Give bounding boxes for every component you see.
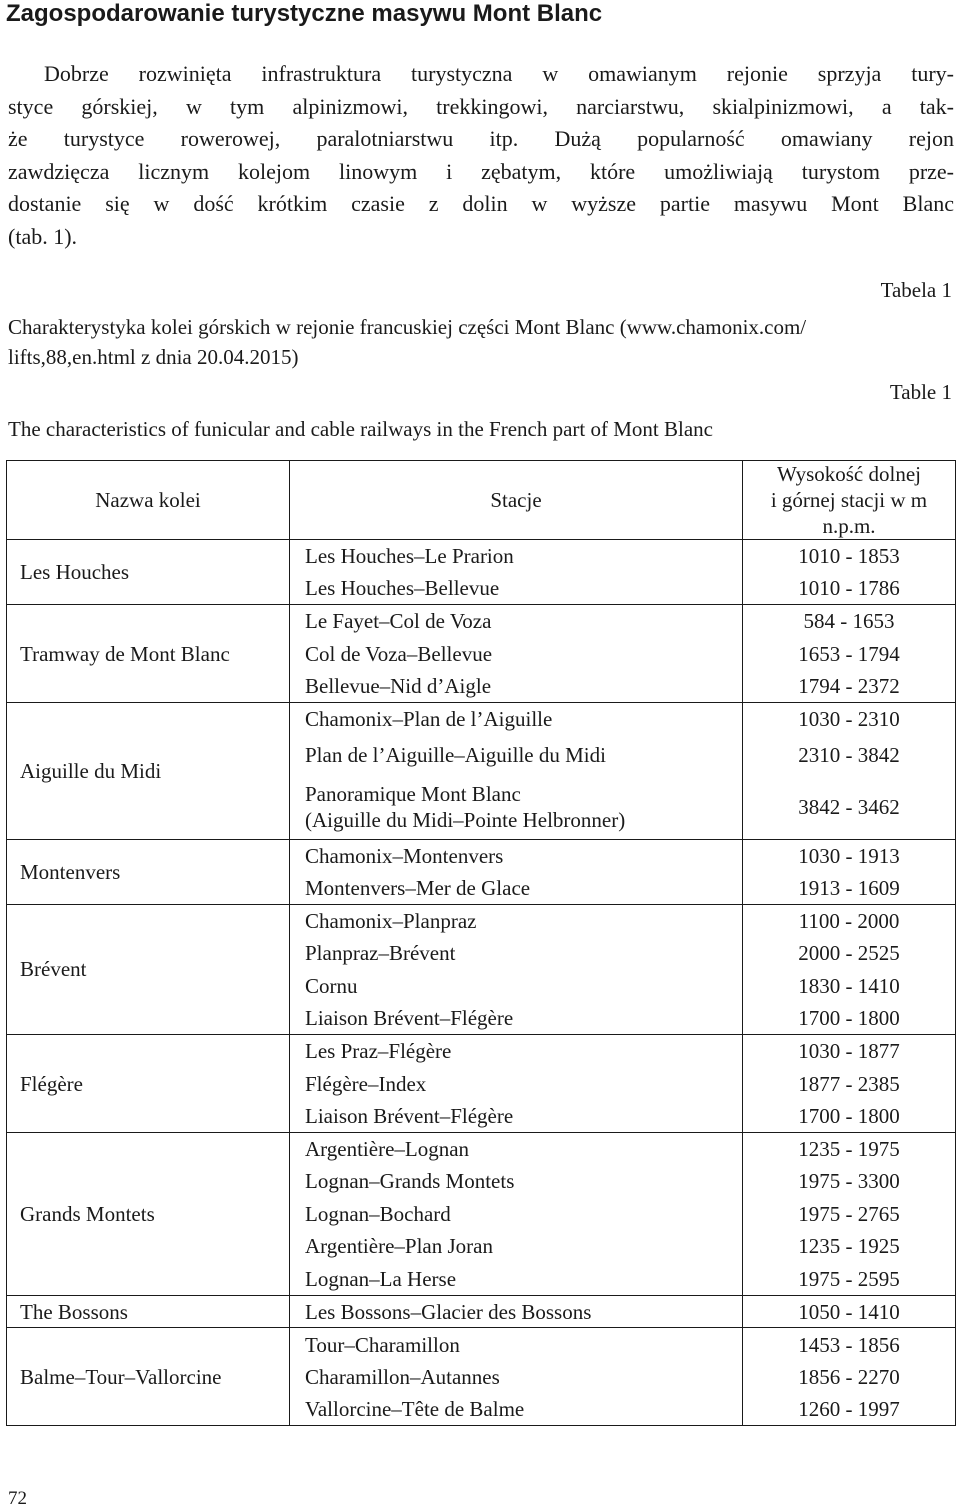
station-cell: Chamonix–Plan de l’Aiguille	[290, 702, 743, 735]
station-cell: Lognan–Bochard	[290, 1198, 743, 1231]
station-cell: Les Bossons–Glacier des Bossons	[290, 1295, 743, 1328]
station-cell: Lognan–Grands Montets	[290, 1165, 743, 1198]
table-caption-english	[8, 414, 713, 444]
railway-name-cell: Brévent	[7, 904, 290, 1034]
station-cell: Argentière–Lognan	[290, 1132, 743, 1165]
header-stations: Stacje	[290, 461, 743, 540]
station-cell: Les Houches–Le Prarion	[290, 540, 743, 573]
station-cell: Montenvers–Mer de Glace	[290, 872, 743, 905]
railway-name-cell: The Bossons	[7, 1295, 290, 1328]
altitude-cell: 1030 - 1913	[743, 839, 956, 872]
station-cell: Cornu	[290, 969, 743, 1002]
paragraph-line: zawdzięcza licznym kolejom linowym i zębatym, które umożliwiają turystom prze-	[8, 158, 954, 184]
station-cell: Charamillon–Autannes	[290, 1361, 743, 1394]
table-header-row	[7, 461, 956, 540]
station-line: (Aiguille du Midi–Pointe Helbronner)	[305, 807, 626, 832]
station-cell: Tour–Charamillon	[290, 1328, 743, 1361]
altitude-cell: 1975 - 2765	[743, 1198, 956, 1231]
altitude-cell: 3842 - 3462	[743, 775, 956, 839]
table-row	[7, 839, 956, 872]
station-cell: Liaison Brévent–Flégère	[290, 1002, 743, 1035]
station-cell: Le Fayet–Col de Voza	[290, 605, 743, 638]
altitude-cell: 1700 - 1800	[743, 1002, 956, 1035]
paragraph-line: (tab. 1).	[8, 223, 78, 249]
altitude-cell: 1975 - 3300	[743, 1165, 956, 1198]
station-cell: Planpraz–Brévent	[290, 937, 743, 970]
station-cell: Vallorcine–Tête de Balme	[290, 1393, 743, 1426]
station-cell: Bellevue–Nid d’Aigle	[290, 670, 743, 703]
section-heading: Zagospodarowanie turystyczne masywu Mont Blanc	[6, 0, 603, 27]
altitude-cell: 1235 - 1975	[743, 1132, 956, 1165]
table-row	[7, 702, 956, 735]
railway-name-cell: Montenvers	[7, 839, 290, 904]
altitude-cell: 2000 - 2525	[743, 937, 956, 970]
paragraph-line: styce górskiej, w tym alpinizmowi, trekkingowi, narciarstwu, skialpinizmowi, a tak-	[8, 93, 954, 119]
station-cell: Chamonix–Planpraz	[290, 904, 743, 937]
railway-name-cell: Les Houches	[7, 540, 290, 605]
altitude-cell: 1700 - 1800	[743, 1100, 956, 1133]
altitude-cell: 1010 - 1853	[743, 540, 956, 573]
paragraph-line: że turystyce rowerowej, paralotniarstwu itp. Dużą popularność omawiany rejon	[8, 126, 954, 151]
page-number: 72	[8, 1488, 27, 1509]
altitude-cell: 1794 - 2372	[743, 670, 956, 703]
altitude-cell: 1260 - 1997	[743, 1393, 956, 1426]
station-cell: Chamonix–Montenvers	[290, 839, 743, 872]
altitude-cell: 1235 - 1925	[743, 1230, 956, 1263]
altitude-cell: 1975 - 2595	[743, 1263, 956, 1296]
altitude-cell: 1856 - 2270	[743, 1361, 956, 1394]
header-altitude-line: i górnej stacji w m n.p.m.	[770, 488, 928, 538]
altitude-cell: 1030 - 2310	[743, 702, 956, 735]
table-body	[7, 540, 956, 1426]
table-caption-polish	[8, 312, 806, 372]
railway-name-cell: Flégère	[7, 1035, 290, 1133]
station-cell: Lognan–La Herse	[290, 1263, 743, 1296]
altitude-cell: 1100 - 2000	[743, 904, 956, 937]
station-line: Panoramique Mont Blanc	[305, 781, 521, 806]
station-cell: Flégère–Index	[290, 1067, 743, 1100]
altitude-cell: 1913 - 1609	[743, 872, 956, 905]
paragraph-line: dostanie się w dość krótkim czasie z dolin w wyższe partie masywu Mont Blanc	[8, 191, 954, 216]
caption-line: The characteristics of funicular and cable railways in the French part of Mont Blanc	[8, 417, 713, 441]
station-cell: Les Houches–Bellevue	[290, 572, 743, 605]
station-cell: Col de Voza–Bellevue	[290, 637, 743, 670]
altitude-cell: 1877 - 2385	[743, 1067, 956, 1100]
railway-name-cell: Grands Montets	[7, 1132, 290, 1295]
station-cell: Argentière–Plan Joran	[290, 1230, 743, 1263]
altitude-cell: 1830 - 1410	[743, 969, 956, 1002]
station-cell: Liaison Brévent–Flégère	[290, 1100, 743, 1133]
table-row	[7, 1295, 956, 1328]
station-cell: Plan de l’Aiguille–Aiguille du Midi	[290, 735, 743, 775]
altitude-cell: 584 - 1653	[743, 605, 956, 638]
table-row	[7, 605, 956, 638]
header-name: Nazwa kolei	[7, 461, 290, 540]
table-row	[7, 1328, 956, 1361]
paragraph-line: Dobrze rozwinięta infrastruktura turystyczna w omawianym rejonie sprzyja tury-	[44, 61, 954, 86]
altitude-cell: 1653 - 1794	[743, 637, 956, 670]
table-row	[7, 1132, 956, 1165]
railways-table	[6, 460, 956, 1426]
altitude-cell: 1453 - 1856	[743, 1328, 956, 1361]
table-label-english: Table 1	[889, 380, 952, 404]
altitude-cell: 1010 - 1786	[743, 572, 956, 605]
altitude-cell: 1030 - 1877	[743, 1035, 956, 1068]
header-altitude-line: Wysokość dolnej	[777, 462, 921, 486]
table-row	[7, 1035, 956, 1068]
caption-line: Charakterystyka kolei górskich w rejonie francuskiej części Mont Blanc (www.chamonix.com/	[8, 315, 807, 339]
station-cell	[290, 775, 743, 839]
altitude-cell: 1050 - 1410	[743, 1295, 956, 1328]
caption-line: lifts,88,en.html z dnia 20.04.2015)	[8, 345, 299, 369]
altitude-cell: 2310 - 3842	[743, 735, 956, 775]
station-cell: Les Praz–Flégère	[290, 1035, 743, 1068]
table-label-polish: Tabela 1	[880, 278, 952, 302]
railway-name-cell: Tramway de Mont Blanc	[7, 605, 290, 703]
intro-paragraph	[8, 58, 954, 253]
railway-name-cell: Balme–Tour–Vallorcine	[7, 1328, 290, 1426]
header-altitude	[743, 461, 956, 540]
table-row	[7, 904, 956, 937]
railway-name-cell: Aiguille du Midi	[7, 702, 290, 839]
table-row	[7, 540, 956, 573]
